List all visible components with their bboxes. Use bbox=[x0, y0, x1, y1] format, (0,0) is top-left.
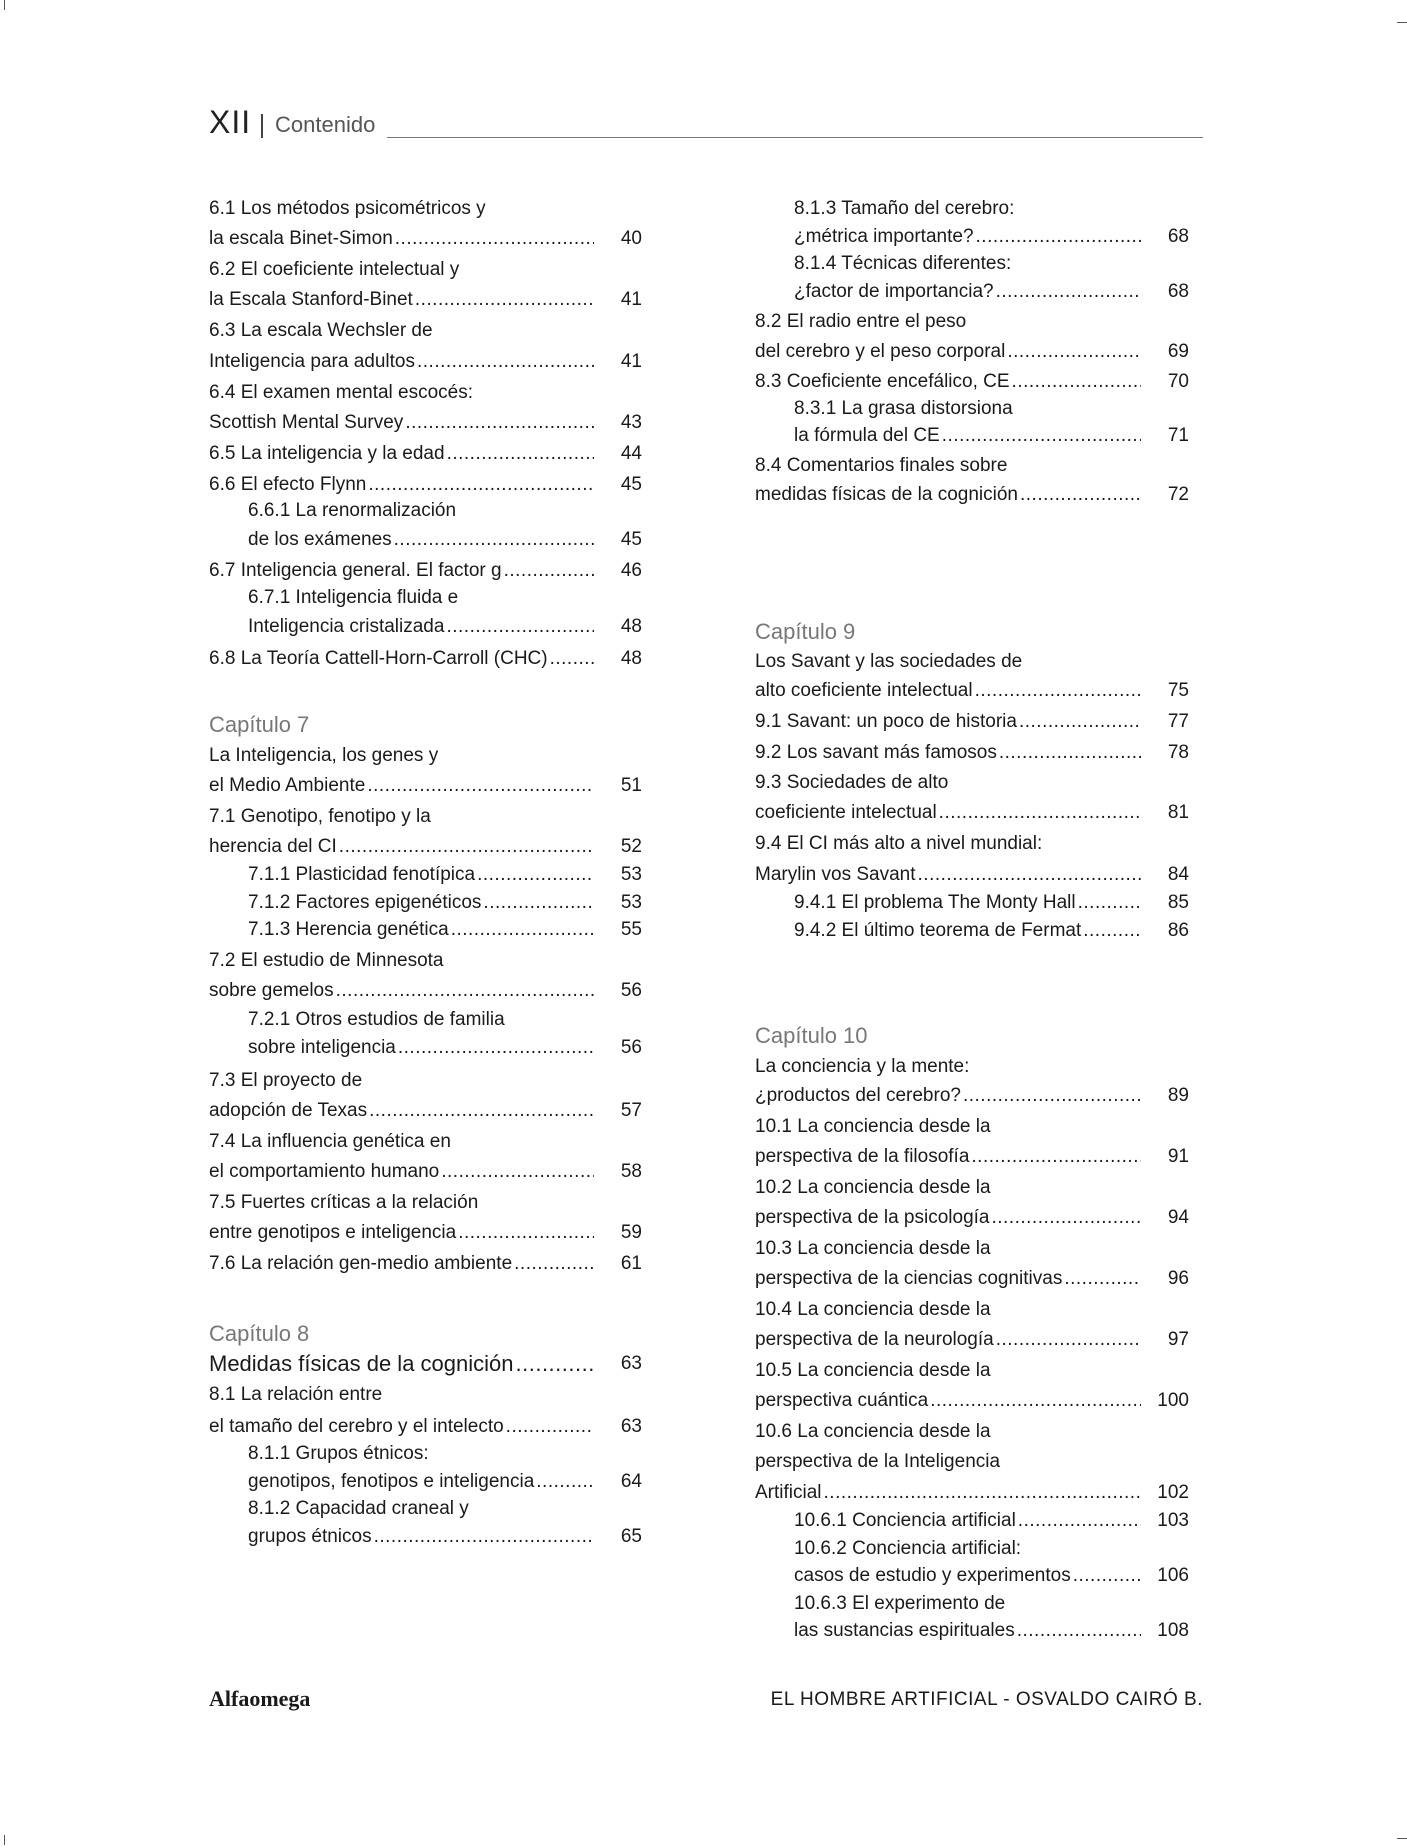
toc-entry-title: 10.6.2 Conciencia artificial: bbox=[794, 1538, 1022, 1559]
toc-entry bbox=[209, 344, 642, 374]
toc-entry-page: 56 bbox=[620, 1037, 642, 1058]
toc-entry-title: 9.4.1 El problema The Monty Hall bbox=[794, 892, 1076, 913]
toc-entry-page: 56 bbox=[620, 980, 642, 1001]
toc-entry-title: coeficiente intelectual bbox=[755, 802, 937, 823]
toc-entry bbox=[755, 1322, 1189, 1352]
toc-entry bbox=[209, 1346, 642, 1376]
dot-leader bbox=[963, 1084, 1141, 1108]
toc-entry-title: 6.7 Inteligencia general. El factor g bbox=[209, 560, 502, 581]
toc-entry-page: 75 bbox=[1167, 680, 1189, 701]
toc-entry bbox=[755, 1109, 1189, 1139]
toc-entry-title: perspectiva cuántica bbox=[755, 1390, 929, 1411]
toc-entry-page: 86 bbox=[1167, 920, 1189, 941]
toc-entry bbox=[755, 795, 1189, 825]
dot-leader bbox=[394, 528, 594, 552]
toc-entry-page: 70 bbox=[1167, 371, 1189, 392]
toc-entry bbox=[755, 364, 1189, 394]
dot-leader bbox=[996, 1328, 1141, 1352]
toc-entry-title: 8.1.2 Capacidad craneal y bbox=[248, 1498, 469, 1519]
chapter-heading bbox=[209, 707, 642, 737]
toc-entry-page: 45 bbox=[620, 474, 642, 495]
toc-entry bbox=[755, 765, 1189, 795]
toc-entry bbox=[794, 191, 1189, 221]
dot-leader bbox=[996, 280, 1141, 304]
toc-entry-title: herencia del CI bbox=[209, 836, 337, 857]
crop-mark-bottom-left bbox=[4, 1835, 5, 1845]
toc-entry-title: 8.3 Coeficiente encefálico, CE bbox=[755, 371, 1010, 392]
toc-entry-page: 41 bbox=[620, 351, 642, 372]
toc-entry bbox=[209, 973, 642, 1003]
toc-entry bbox=[755, 304, 1189, 334]
dot-leader bbox=[395, 227, 594, 251]
toc-entry-page: 84 bbox=[1167, 864, 1189, 885]
header-separator bbox=[261, 114, 263, 138]
dot-leader bbox=[1007, 340, 1141, 364]
toc-entry-page: 78 bbox=[1167, 742, 1189, 763]
toc-entry-title: ¿métrica importante? bbox=[794, 226, 974, 247]
toc-entry-title: grupos étnicos bbox=[248, 1526, 372, 1547]
toc-entry bbox=[209, 436, 642, 466]
toc-entry-title: 8.1.4 Técnicas diferentes: bbox=[794, 253, 1012, 274]
toc-entry-title: sobre gemelos bbox=[209, 980, 334, 1001]
toc-entry-title: 6.6 El efecto Flynn bbox=[209, 474, 367, 495]
toc-entry bbox=[794, 418, 1189, 448]
toc-entry bbox=[209, 1093, 642, 1123]
toc-entry-title: ¿factor de importancia? bbox=[794, 281, 994, 302]
page-header bbox=[209, 102, 1203, 142]
section-title: Contenido bbox=[275, 112, 376, 137]
toc-entry-title: sobre inteligencia bbox=[248, 1037, 396, 1058]
dot-leader bbox=[398, 1036, 594, 1060]
dot-leader bbox=[550, 647, 594, 671]
toc-entry-title: 8.3.1 La grasa distorsiona bbox=[794, 398, 1013, 419]
dot-leader bbox=[930, 1389, 1141, 1413]
toc-entry-page: 65 bbox=[620, 1526, 642, 1547]
toc-entry bbox=[209, 1124, 642, 1154]
toc-entry bbox=[755, 1444, 1189, 1474]
toc-entry-title: Capítulo 10 bbox=[755, 1023, 868, 1048]
toc-entry-title: ¿productos del cerebro? bbox=[755, 1085, 961, 1106]
toc-entry bbox=[209, 1154, 642, 1184]
toc-entry bbox=[248, 1491, 642, 1521]
toc-entry-title: 8.1 La relación entre bbox=[209, 1384, 383, 1405]
toc-entry-title: 7.1.1 Plasticidad fenotípica bbox=[248, 864, 476, 885]
toc-entry bbox=[755, 1078, 1189, 1108]
toc-entry-title: 9.4.2 El último teorema de Fermat bbox=[794, 920, 1082, 941]
toc-entry bbox=[248, 1464, 642, 1494]
toc-entry-page: 46 bbox=[620, 560, 642, 581]
toc-entry bbox=[755, 857, 1189, 887]
toc-entry bbox=[209, 191, 642, 221]
toc-entry bbox=[755, 644, 1189, 674]
toc-entry-title: 8.1.3 Tamaño del cerebro: bbox=[794, 198, 1015, 219]
toc-entry-title: perspectiva de la ciencias cognitivas bbox=[755, 1268, 1063, 1289]
dot-leader bbox=[1019, 710, 1141, 734]
toc-entry-page: 77 bbox=[1167, 711, 1189, 732]
toc-entry-page: 61 bbox=[620, 1253, 642, 1274]
header-rule bbox=[387, 137, 1203, 138]
toc-entry bbox=[248, 522, 642, 552]
toc-entry bbox=[209, 282, 642, 312]
dot-leader bbox=[1083, 919, 1141, 943]
toc-entry-page: 96 bbox=[1167, 1268, 1189, 1289]
dot-leader bbox=[415, 288, 594, 312]
toc-entry-title: Capítulo 8 bbox=[209, 1321, 310, 1346]
toc-entry-page: 102 bbox=[1157, 1482, 1189, 1503]
toc-entry bbox=[794, 1531, 1189, 1561]
dot-leader bbox=[441, 1160, 594, 1184]
toc-entry bbox=[794, 1558, 1189, 1588]
toc-entry-title: 6.5 La inteligencia y la edad bbox=[209, 443, 445, 464]
toc-entry-page: 71 bbox=[1167, 425, 1189, 446]
toc-entry-title: 6.7.1 Inteligencia fluida e bbox=[248, 587, 459, 608]
toc-entry-page: 68 bbox=[1167, 281, 1189, 302]
book-title: EL HOMBRE ARTIFICIAL - OSVALDO CAIRÓ B. bbox=[770, 1689, 1203, 1710]
dot-leader bbox=[405, 411, 594, 435]
dot-leader bbox=[1073, 1564, 1141, 1588]
dot-leader bbox=[1017, 1619, 1141, 1643]
toc-entry bbox=[248, 1002, 642, 1032]
toc-entry bbox=[248, 580, 642, 610]
toc-entry bbox=[755, 1261, 1189, 1291]
toc-entry-title: 10.6.1 Conciencia artificial bbox=[794, 1510, 1016, 1531]
toc-entry bbox=[209, 829, 642, 859]
toc-entry-title: 9.1 Savant: un poco de historia bbox=[755, 711, 1017, 732]
dot-leader bbox=[446, 615, 594, 639]
toc-entry-page: 63 bbox=[620, 1416, 642, 1437]
dot-leader bbox=[939, 801, 1141, 825]
toc-entry-title: medidas físicas de la cognición bbox=[755, 484, 1018, 505]
toc-entry-title: entre genotipos e inteligencia bbox=[209, 1222, 457, 1243]
toc-entry bbox=[755, 477, 1189, 507]
toc-entry bbox=[755, 826, 1189, 856]
toc-entry-page: 64 bbox=[620, 1471, 642, 1492]
toc-entry-title: 10.3 La conciencia desde la bbox=[755, 1238, 991, 1259]
toc-entry bbox=[794, 391, 1189, 421]
chapter-heading bbox=[755, 1018, 1189, 1048]
toc-entry-page: 103 bbox=[1157, 1510, 1189, 1531]
toc-entry bbox=[209, 768, 642, 798]
toc-entry bbox=[248, 1519, 642, 1549]
dot-leader bbox=[339, 835, 594, 859]
toc-entry-page: 100 bbox=[1157, 1390, 1189, 1411]
toc-entry-title: 6.8 La Teoría Cattell-Horn-Carroll (CHC) bbox=[209, 648, 548, 669]
toc-entry bbox=[794, 913, 1189, 943]
dot-leader bbox=[477, 863, 594, 887]
toc-entry-title: 7.1.3 Herencia genética bbox=[248, 919, 449, 940]
toc-entry-title: casos de estudio y experimentos bbox=[794, 1565, 1071, 1586]
dot-leader bbox=[458, 1221, 594, 1245]
toc-entry bbox=[755, 1139, 1189, 1169]
toc-entry-title: la Escala Stanford-Binet bbox=[209, 289, 413, 310]
dot-leader bbox=[367, 774, 594, 798]
toc-entry bbox=[209, 943, 642, 973]
toc-entry-title: 10.6 La conciencia desde la bbox=[755, 1421, 991, 1442]
toc-entry-title: La Inteligencia, los genes y bbox=[209, 745, 439, 766]
toc-entry bbox=[209, 252, 642, 282]
dot-leader bbox=[824, 1481, 1141, 1505]
dot-leader bbox=[447, 442, 594, 466]
toc-entry bbox=[209, 1185, 642, 1215]
dot-leader bbox=[971, 1145, 1141, 1169]
chapter-heading bbox=[209, 1316, 642, 1346]
toc-entry-page: 43 bbox=[620, 412, 642, 433]
dot-leader bbox=[1078, 891, 1141, 915]
toc-entry bbox=[794, 1613, 1189, 1643]
toc-entry bbox=[248, 609, 642, 639]
dot-leader bbox=[374, 1525, 594, 1549]
toc-entry bbox=[794, 246, 1189, 276]
toc-entry bbox=[755, 1200, 1189, 1230]
toc-entry bbox=[248, 1436, 642, 1466]
toc-entry bbox=[209, 1409, 642, 1439]
toc-entry-title: 10.2 La conciencia desde la bbox=[755, 1177, 991, 1198]
toc-entry-title: perspectiva de la filosofía bbox=[755, 1146, 970, 1167]
toc-entry-page: 53 bbox=[620, 892, 642, 913]
toc-entry-page: 44 bbox=[620, 443, 642, 464]
toc-entry-title: perspectiva de la Inteligencia bbox=[755, 1451, 1001, 1472]
toc-entry-title: Capítulo 7 bbox=[209, 712, 310, 737]
chapter-heading bbox=[755, 614, 1189, 644]
toc-entry bbox=[755, 1383, 1189, 1413]
toc-entry-title: 6.4 El examen mental escocés: bbox=[209, 382, 474, 403]
toc-entry-title: perspectiva de la psicología bbox=[755, 1207, 990, 1228]
toc-entry-page: 91 bbox=[1167, 1146, 1189, 1167]
toc-entry-page: 51 bbox=[620, 775, 642, 796]
toc-entry-title: 7.2 El estudio de Minnesota bbox=[209, 950, 444, 971]
toc-entry-title: el tamaño del cerebro y el intelecto bbox=[209, 1416, 504, 1437]
toc-entry bbox=[209, 1246, 642, 1276]
toc-entry bbox=[755, 1170, 1189, 1200]
toc-entry-title: de los exámenes bbox=[248, 529, 392, 550]
toc-entry bbox=[794, 1503, 1189, 1533]
toc-entry bbox=[248, 885, 642, 915]
toc-entry-title: Scottish Mental Survey bbox=[209, 412, 404, 433]
toc-entry-page: 68 bbox=[1167, 226, 1189, 247]
toc-entry bbox=[209, 405, 642, 435]
toc-entry-page: 48 bbox=[620, 616, 642, 637]
toc-entry-page: 55 bbox=[620, 919, 642, 940]
page-number: XII bbox=[209, 104, 252, 140]
toc-entry bbox=[755, 1231, 1189, 1261]
toc-entry bbox=[209, 1063, 642, 1093]
toc-entry-page: 85 bbox=[1167, 892, 1189, 913]
toc-entry-title: 10.1 La conciencia desde la bbox=[755, 1116, 991, 1137]
toc-entry bbox=[755, 448, 1189, 478]
toc-entry bbox=[209, 1377, 642, 1407]
toc-entry bbox=[209, 641, 642, 671]
toc-entry-title: 10.4 La conciencia desde la bbox=[755, 1299, 991, 1320]
toc-entry-title: adopción de Texas bbox=[209, 1100, 368, 1121]
toc-entry-title: 6.1 Los métodos psicométricos y bbox=[209, 198, 486, 219]
toc-entry-title: 7.1.2 Factores epigenéticos bbox=[248, 892, 482, 913]
toc-entry-title: 7.5 Fuertes críticas a la relación bbox=[209, 1192, 479, 1213]
toc-entry-title: el comportamiento humano bbox=[209, 1161, 440, 1182]
toc-entry-title: alto coeficiente intelectual bbox=[755, 680, 973, 701]
toc-entry-page: 40 bbox=[620, 228, 642, 249]
toc-entry bbox=[209, 799, 642, 829]
toc-entry-title: Medidas físicas de la cognición bbox=[209, 1351, 514, 1376]
toc-entry-title: 7.3 El proyecto de bbox=[209, 1070, 363, 1091]
publisher-logo: Alfaomega bbox=[209, 1686, 311, 1711]
toc-entry-title: 10.6.3 El experimento de bbox=[794, 1593, 1006, 1614]
dot-leader bbox=[417, 350, 594, 374]
dot-leader bbox=[999, 741, 1141, 765]
toc-entry-title: Artificial bbox=[755, 1482, 822, 1503]
toc-entry bbox=[755, 1353, 1189, 1383]
toc-entry bbox=[755, 1292, 1189, 1322]
toc-entry bbox=[755, 704, 1189, 734]
toc-entry-title: del cerebro y el peso corporal bbox=[755, 341, 1006, 362]
toc-entry-title: Inteligencia cristalizada bbox=[248, 616, 445, 637]
toc-entry-title: 8.4 Comentarios finales sobre bbox=[755, 455, 1008, 476]
toc-entry-title: 9.3 Sociedades de alto bbox=[755, 772, 949, 793]
toc-entry bbox=[209, 221, 642, 251]
toc-entry-title: 8.1.1 Grupos étnicos: bbox=[248, 1443, 429, 1464]
toc-entry-page: 53 bbox=[620, 864, 642, 885]
dot-leader bbox=[942, 424, 1141, 448]
toc-entry-title: perspectiva de la neurología bbox=[755, 1329, 994, 1350]
toc-entry bbox=[248, 1030, 642, 1060]
toc-entry-title: la fórmula del CE bbox=[794, 425, 940, 446]
toc-entry-title: 9.2 Los savant más famosos bbox=[755, 742, 997, 763]
crop-mark-bottom-right bbox=[1397, 1838, 1407, 1839]
dot-leader bbox=[918, 863, 1141, 887]
toc-entry-title: genotipos, fenotipos e inteligencia bbox=[248, 1471, 535, 1492]
dot-leader bbox=[369, 1099, 594, 1123]
toc-entry bbox=[755, 673, 1189, 703]
toc-entry-title: 6.6.1 La renormalización bbox=[248, 500, 457, 521]
toc-entry bbox=[248, 912, 642, 942]
toc-entry-title: el Medio Ambiente bbox=[209, 775, 366, 796]
toc-entry-page: 81 bbox=[1167, 802, 1189, 823]
toc-entry-title: Inteligencia para adultos bbox=[209, 351, 415, 372]
toc-entry-title: 6.2 El coeficiente intelectual y bbox=[209, 259, 460, 280]
dot-leader bbox=[975, 679, 1141, 703]
toc-entry-page: 58 bbox=[620, 1161, 642, 1182]
toc-entry-title: 6.3 La escala Wechsler de bbox=[209, 320, 433, 341]
toc-entry-page: 94 bbox=[1167, 1207, 1189, 1228]
toc-entry bbox=[755, 334, 1189, 364]
toc-entry-page: 52 bbox=[620, 836, 642, 857]
dot-leader bbox=[516, 1352, 595, 1376]
toc-entry bbox=[794, 219, 1189, 249]
toc-entry-title: 7.4 La influencia genética en bbox=[209, 1131, 451, 1152]
crop-mark-top-right bbox=[1397, 22, 1407, 23]
dot-leader bbox=[451, 918, 594, 942]
toc-entry bbox=[248, 493, 642, 523]
dot-leader bbox=[991, 1206, 1141, 1230]
toc-entry-title: 8.2 El radio entre el peso bbox=[755, 311, 967, 332]
toc-entry bbox=[248, 857, 642, 887]
toc-entry-title: 7.2.1 Otros estudios de familia bbox=[248, 1009, 505, 1030]
toc-entry bbox=[755, 1049, 1189, 1079]
toc-entry-title: la escala Binet-Simon bbox=[209, 228, 393, 249]
toc-entry bbox=[794, 885, 1189, 915]
toc-entry-title: Capítulo 9 bbox=[755, 619, 856, 644]
toc-entry-page: 57 bbox=[620, 1100, 642, 1121]
toc-entry-title: 7.6 La relación gen-medio ambiente bbox=[209, 1253, 513, 1274]
toc-entry-page: 89 bbox=[1167, 1085, 1189, 1106]
toc-entry-page: 72 bbox=[1167, 484, 1189, 505]
toc-entry bbox=[209, 375, 642, 405]
toc-entry bbox=[794, 1586, 1189, 1616]
toc-entry bbox=[794, 274, 1189, 304]
dot-leader bbox=[336, 979, 594, 1003]
dot-leader bbox=[1064, 1267, 1141, 1291]
toc-entry-title: Los Savant y las sociedades de bbox=[755, 651, 1023, 672]
toc-entry-title: 9.4 El CI más alto a nivel mundial: bbox=[755, 833, 1043, 854]
toc-entry-title: 10.5 La conciencia desde la bbox=[755, 1360, 991, 1381]
toc-entry-title: Marylin vos Savant bbox=[755, 864, 916, 885]
toc-entry bbox=[209, 738, 642, 768]
toc-entry bbox=[209, 553, 642, 583]
toc-entry-page: 106 bbox=[1157, 1565, 1189, 1586]
toc-entry bbox=[755, 735, 1189, 765]
toc-entry bbox=[209, 313, 642, 343]
toc-entry-title: 7.1 Genotipo, fenotipo y la bbox=[209, 806, 431, 827]
toc-entry-page: 69 bbox=[1167, 341, 1189, 362]
dot-leader bbox=[514, 1252, 594, 1276]
toc-entry-page: 41 bbox=[620, 289, 642, 310]
crop-mark-top-left bbox=[4, 0, 5, 10]
toc-entry-page: 108 bbox=[1157, 1620, 1189, 1641]
toc-entry bbox=[755, 1475, 1189, 1505]
toc-entry-title: La conciencia y la mente: bbox=[755, 1056, 970, 1077]
toc-entry bbox=[209, 1215, 642, 1245]
toc-entry-page: 45 bbox=[620, 529, 642, 550]
toc-entry-page: 63 bbox=[620, 1353, 642, 1374]
toc-entry-page: 48 bbox=[620, 648, 642, 669]
dot-leader bbox=[1018, 1509, 1141, 1533]
toc-entry-page: 59 bbox=[620, 1222, 642, 1243]
dot-leader bbox=[1020, 483, 1141, 507]
toc-entry-title: las sustancias espirituales bbox=[794, 1620, 1015, 1641]
toc-entry bbox=[755, 1414, 1189, 1444]
toc-entry-page: 97 bbox=[1167, 1329, 1189, 1350]
